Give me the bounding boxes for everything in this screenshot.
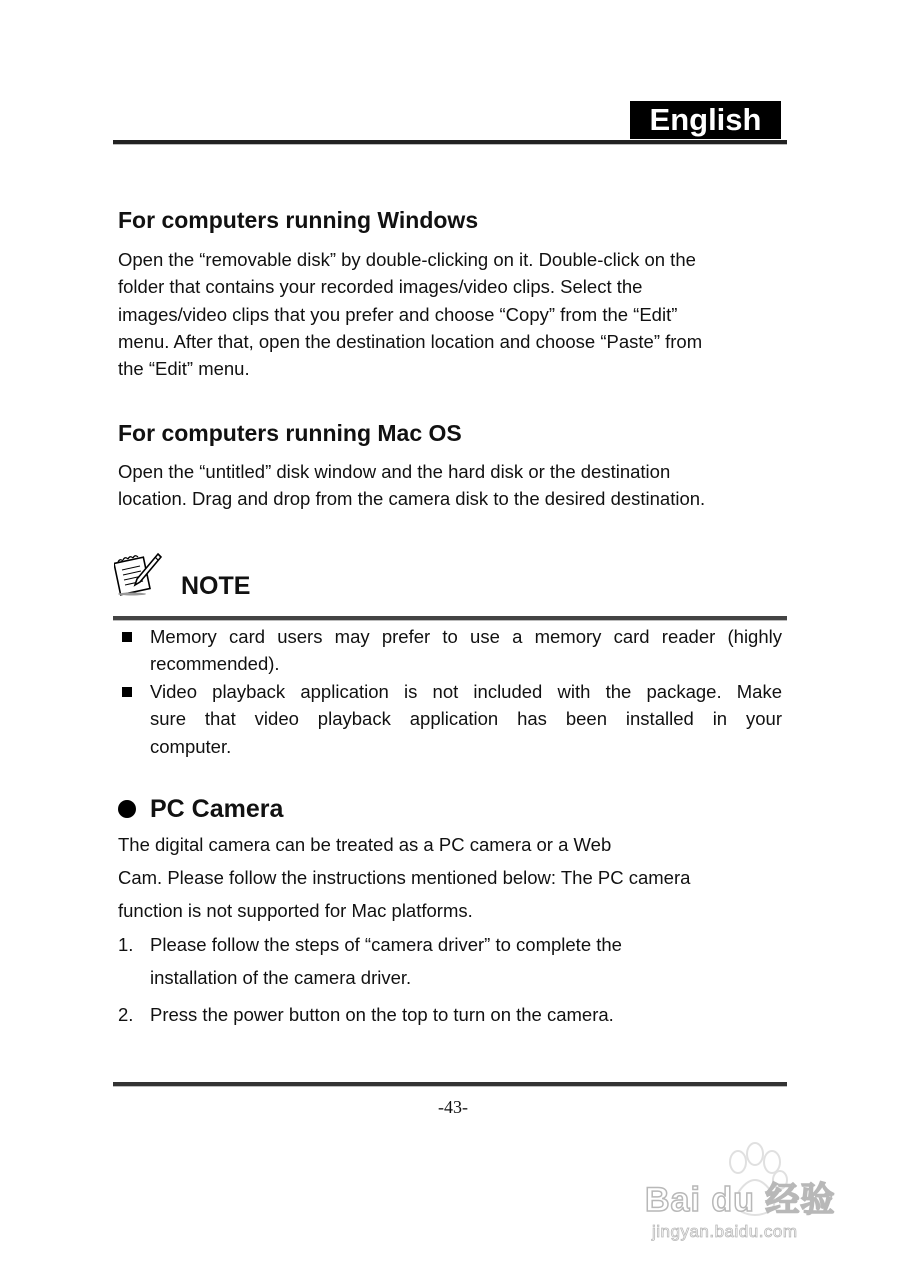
text-line: Please follow the steps of “camera driver” to complete the (150, 934, 622, 955)
step-text (150, 998, 614, 1031)
windows-section-title: For computers running Windows (118, 207, 479, 233)
text-line: sure that video playback application has been installed in your (150, 708, 782, 730)
note-item (150, 678, 782, 760)
text-line: recommended). (150, 653, 280, 675)
text-line: images/video clips that you prefer and choose “Copy” from the “Edit” (118, 303, 678, 325)
watermark-url: jingyan.baidu.com (652, 1222, 798, 1241)
text-line: Memory card users may prefer to use a memory card reader (highly (150, 626, 782, 647)
text-line: Video playback application is not included with the package. Make (150, 681, 782, 702)
text-line: Press the power button on the top to turn on the camera. (150, 1004, 614, 1025)
step-number: 1. (118, 934, 134, 955)
text-line: The digital camera can be treated as a PC camera or a Web (118, 834, 612, 855)
text-line: computer. (150, 735, 232, 757)
note-pencil-icon (114, 552, 162, 596)
round-bullet-icon (118, 800, 136, 818)
text-line: folder that contains your recorded images/video clips. Select the (118, 276, 643, 298)
text-line: Open the “untitled” disk window and the hard disk or the destination (118, 461, 671, 482)
square-bullet-icon (122, 687, 132, 697)
windows-section-body (118, 246, 788, 382)
note-item (150, 623, 782, 678)
footer-rule-shadow (113, 1086, 787, 1087)
text-line: the “Edit” menu. (118, 358, 250, 380)
page-number: -43- (438, 1097, 468, 1117)
text-line: menu. After that, open the destination location and choose “Paste” from (118, 330, 703, 352)
language-tab: English (630, 101, 781, 139)
mac-section-title: For computers running Mac OS (118, 420, 462, 446)
pc-camera-intro (118, 828, 690, 927)
step-text (150, 928, 622, 994)
text-line: Cam. Please follow the instructions mentioned below: The PC camera (118, 867, 691, 888)
watermark-brand: Bai du 经验 (645, 1181, 836, 1219)
square-bullet-icon (122, 632, 132, 642)
pc-camera-title: PC Camera (150, 795, 284, 823)
mac-section-body (118, 458, 788, 513)
header-rule-shadow (113, 144, 787, 145)
text-line: Open the “removable disk” by double-clicking on it. Double-click on the (118, 249, 696, 270)
note-title: NOTE (181, 572, 251, 600)
text-line: function is not supported for Mac platforms. (118, 900, 473, 921)
text-line: location. Drag and drop from the camera disk to the desired destination. (118, 488, 706, 510)
text-line: installation of the camera driver. (150, 967, 412, 988)
step-number: 2. (118, 1004, 134, 1025)
note-rule-shadow (113, 620, 787, 621)
